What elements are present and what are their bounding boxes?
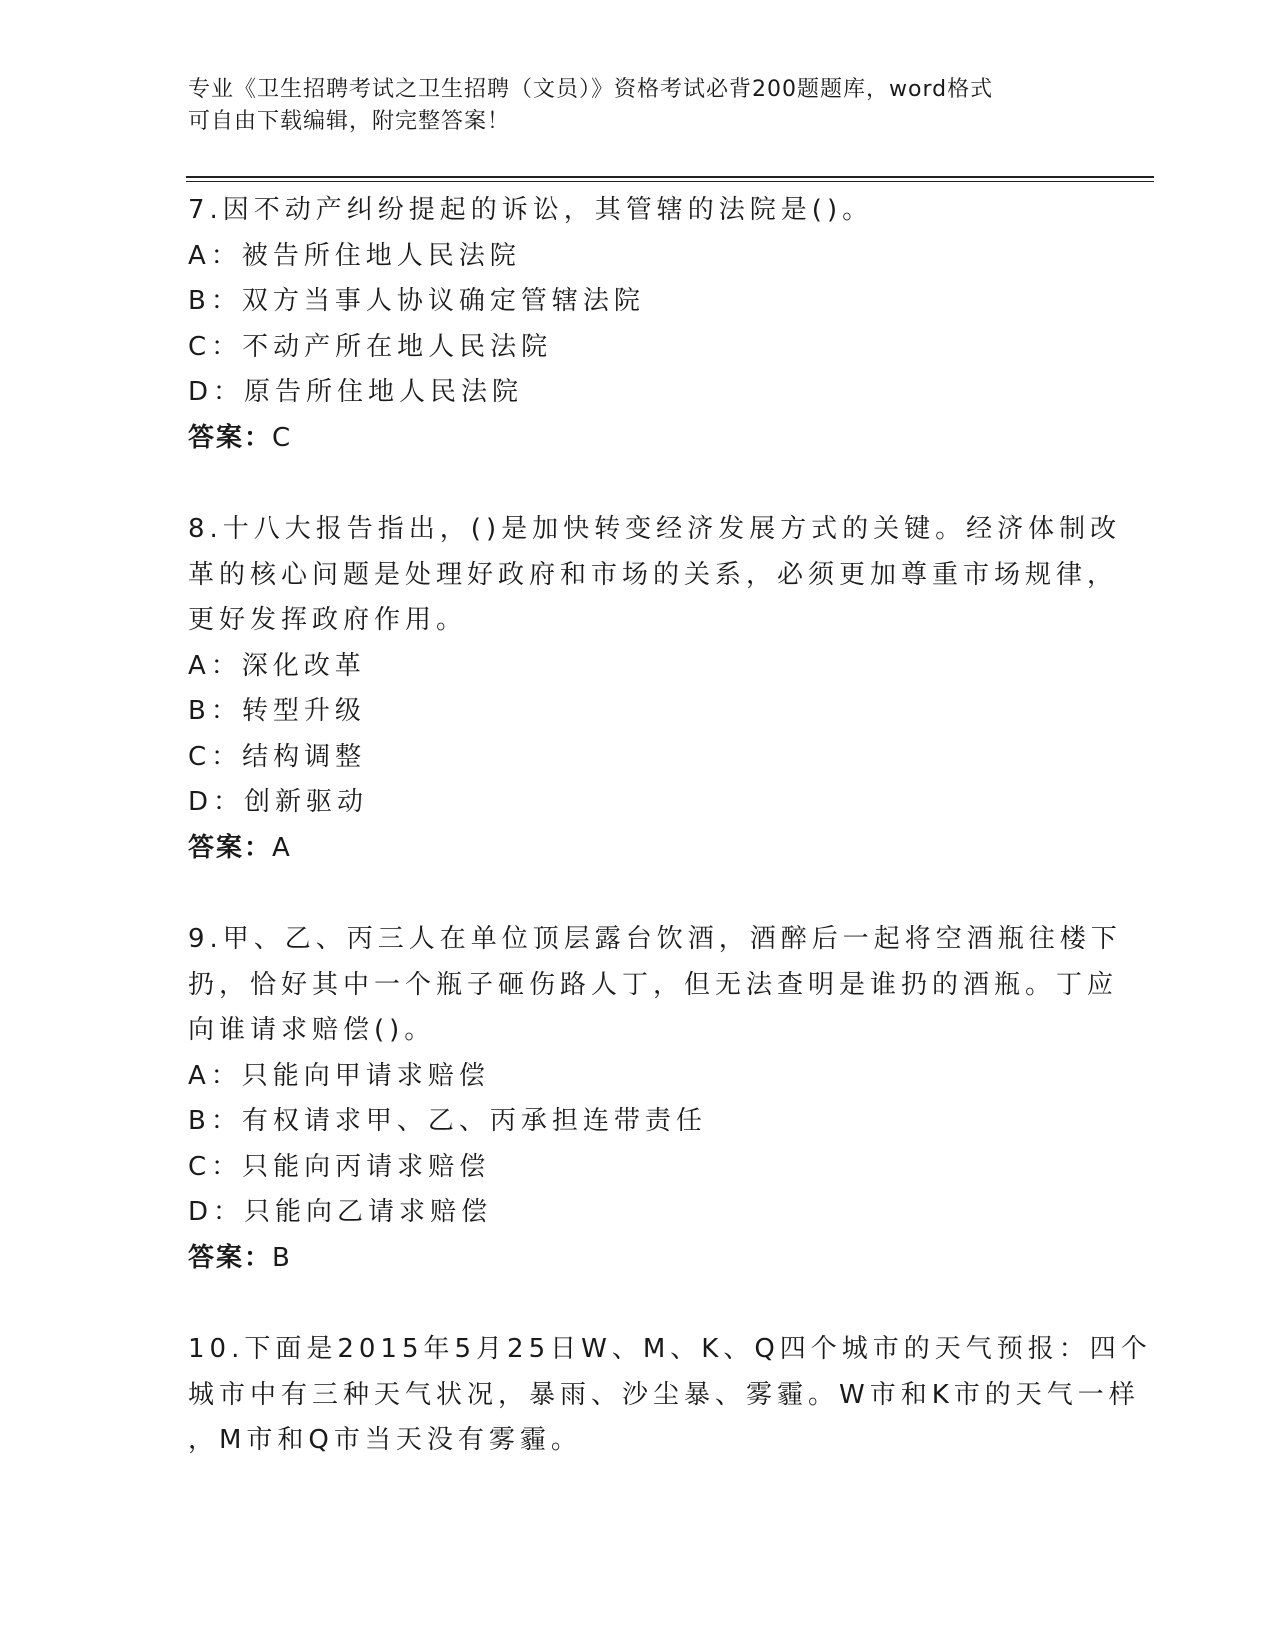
option-c: C：不动产所在地人民法院 bbox=[188, 331, 553, 362]
question-8 bbox=[188, 507, 1122, 871]
header-line-1: 专业《卫生招聘考试之卫生招聘（文员）》资格考试必背200题题库，word格式 bbox=[188, 77, 994, 102]
option-d: D：原告所住地人民法院 bbox=[188, 377, 524, 407]
answer-value: B bbox=[272, 1242, 292, 1273]
option-c: C：结构调整 bbox=[188, 741, 367, 772]
answer-label: 答案： bbox=[188, 1242, 273, 1273]
answer-line bbox=[188, 416, 1088, 462]
question-text-line-1: 10.下面是2015年5月25日W、M、K、Q四个城市的天气预报：四个 bbox=[188, 1334, 1152, 1364]
question-text-line-2: 革的核心问题是处理好政府和市场的关系，必须更加尊重市场规律， bbox=[188, 559, 1119, 590]
option-a: A：深化改革 bbox=[188, 650, 366, 681]
question-text: 7.因不动产纠纷提起的诉讼，其管辖的法院是()。 bbox=[188, 195, 874, 225]
question-list bbox=[188, 188, 1152, 1510]
question-10 bbox=[188, 1327, 1152, 1464]
option-b: B：双方当事人协议确定管辖法院 bbox=[188, 286, 645, 316]
option-d: D：只能向乙请求赔偿 bbox=[188, 1197, 493, 1227]
option-d: D：创新驱动 bbox=[188, 787, 369, 817]
question-text-line-3: ，M市和Q市当天没有雾霾。 bbox=[188, 1425, 582, 1455]
option-c: C：只能向丙请求赔偿 bbox=[188, 1151, 491, 1182]
answer-value: C bbox=[272, 422, 293, 453]
question-text-line-1: 8.十八大报告指出，()是加快转变经济发展方式的关键。经济体制改 bbox=[188, 514, 1122, 544]
question-text-line-3: 更好发挥政府作用。 bbox=[188, 605, 468, 635]
option-b: B：转型升级 bbox=[188, 696, 366, 726]
question-text-line-1: 9.甲、乙、丙三人在单位顶层露台饮酒，酒醉后一起将空酒瓶往楼下 bbox=[188, 924, 1122, 954]
header-divider-thin bbox=[186, 181, 1154, 182]
question-text-line-2: 城市中有三种天气状况，暴雨、沙尘暴、雾霾。W市和K市的天气一样 bbox=[188, 1379, 1140, 1410]
header-line-2: 可自由下载编辑，附完整答案！ bbox=[188, 109, 511, 134]
question-text-line-3: 向谁请求赔偿()。 bbox=[188, 1015, 436, 1045]
answer-line bbox=[188, 1236, 1088, 1282]
header-divider-thick bbox=[186, 176, 1154, 178]
answer-value: A bbox=[272, 832, 292, 863]
answer-label: 答案： bbox=[188, 422, 273, 453]
option-b: B：有权请求甲、乙、丙承担连带责任 bbox=[188, 1106, 707, 1136]
question-9 bbox=[188, 917, 1122, 1281]
document-header bbox=[188, 74, 1088, 138]
answer-label: 答案： bbox=[188, 832, 273, 863]
question-7 bbox=[188, 188, 1088, 461]
question-text-line-2: 扔，恰好其中一个瓶子砸伤路人丁，但无法查明是谁扔的酒瓶。丁应 bbox=[188, 969, 1119, 1000]
answer-line bbox=[188, 826, 1088, 872]
option-a: A：只能向甲请求赔偿 bbox=[188, 1060, 490, 1091]
option-a: A：被告所住地人民法院 bbox=[188, 240, 521, 271]
